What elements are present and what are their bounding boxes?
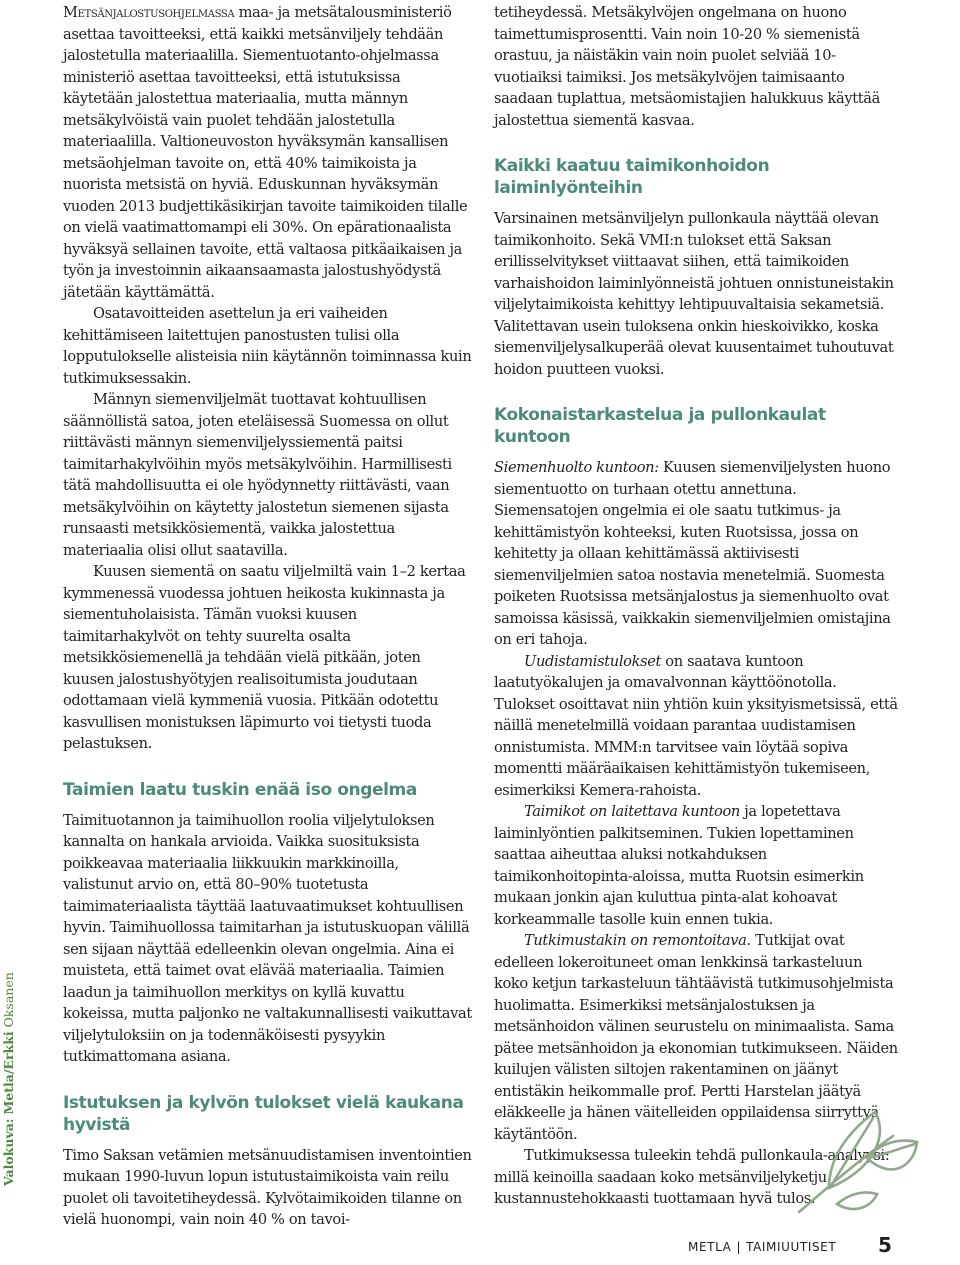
page-number: 5 (878, 1233, 892, 1257)
footer-separator: | (736, 1240, 742, 1254)
paragraph-text: Kuusen siemenviljelysten huono siementuotto on turhaan otettu annettuna. Siemensatojen ongelmia ei ole saatu tutkimus- ja kehittämistyön kohteeksi, kuten Ruotsissa, jossa on kehitetty ja ollaan kehittämässä aktiivisesti siemenviljelmien satoa nostavia menetelmiä. Suomesta poiketen Ruotsissa metsänjalostus ja siemenhuolto ovat samoissa käsissä, vaikkakin siemenviljelmien omistajina on eri tahoja. (494, 459, 891, 648)
paragraph: Taimituotannon ja taimihuollon roolia viljelytuloksen kannalta on hankala arvioida. Vaikka suosituksista poikkeavaa materiaalia liikkuukin markkinoilla, valistunut arvio on, että 80–90% tuotetusta taimimateriaalista täyttää laatuvaatimukset kohtuullisen hyvin. Taimihuollossa taimitarhan ja istutuskuopan välillä sen sijaan näyttää edelleenkin olevan ongelmia. Aina ei muisteta, että taimet ovat elävää materiaalia. Taimien laadun ja taimihuollon merkitys on kyllä kuvattu kokeissa, mutta paljonko ne valtakunnallisesti vaikuttavat viljelytuloksiin on ja todennäköisesti pysyykin tutkimattomana asiana. (63, 811, 472, 1065)
italic-lead: Uudistamistulokset (524, 652, 662, 670)
section-heading: Kaikki kaatuu taimikonhoidon laiminlyönteihin (494, 156, 770, 198)
paragraph: Timo Saksan vetämien metsänuudistamisen inventointien mukaan 1990-luvun lopun istutustaimikoista vain reilu puolet oli tavoitetiheydessä. Kylvötaimikoiden tilanne on vielä huonompi, vain noin 40 % on tavoi- (63, 1146, 472, 1228)
section-heading: Taimien laatu tuskin enää iso ongelma (63, 779, 417, 800)
paragraph-text: ja lopetettava laiminlyöntien palkitseminen. Tukien lopettaminen saattaa aiheuttaa aluksi notkahduksen taimikonhoitopinta-aloissa, mutta Ruotsin esimerkin mukaan jonkin ajan kuluttua pinta-alat kohoavat korkeammalle tasolle kuin ennen tukia. (494, 803, 864, 928)
footer-series: TAIMIUUTISET (746, 1240, 837, 1254)
photo-credit (1, 972, 16, 1186)
paragraph: tetiheydessä. Metsäkylvöjen ongelmana on huono taimettumisprosentti. Vain noin 10-20 % siemenistä orastuu, ja näistäkin vain noin puolet selviää 10-vuotiaiksi taimiksi. Jos metsäkylvöjen taimisaanto saadaan tuplattua, metsäomistajien halukkuus käyttää jalostettua siementä kasvaa. (494, 4, 880, 129)
paragraph: Varsinainen metsänviljelyn pullonkaula näyttää olevan taimikonhoito. Sekä VMI:n tulokset että Saksan erillisselvitykset viittaavat siihen, että taimikoiden varhaishoidon laiminlyönneistä johtuen onnistuneistakin viljelytaimikoista kehittyy lehtipuuvaltaisia sekametsiä. Valitettavan usein tuloksena onkin hieskoivikko, koska siemenviljelysalkuperää olevat kuusentaimet tuhoutuvat hoidon puutteen vuoksi. (494, 210, 894, 378)
photo-credit-prefix: Valokuva: (1, 1118, 16, 1186)
paragraph (63, 2, 473, 303)
italic-lead: Tutkimustakin on remontoitava. (524, 932, 751, 949)
left-column (63, 2, 473, 1231)
paragraph: Kuusen siementä on saatu viljelmiltä vain 1–2 kertaa kymmenessä vuodessa johtuen heikosta kukinnasta ja siementuholaisista. Tämän vuoksi kuusen taimitarhakylvöt on tehty suurelta osalta metsikkösiemenellä ja tehdään vielä pitkään, joten kuusen jalostushyötyjen realisoitumista joudutaan odottamaan vielä kymmeniä vuosia. Pitkään odotettu kasvullisen monistuksen läpimurto voi tietysti tuoda pelastuksen. (63, 563, 466, 752)
right-column (494, 2, 900, 1210)
paragraph-text: Tutkijat ovat edelleen lokeroituneet oman lenkkinsä tarkasteluun koko ketjun tarkasteluun tähtäävistä tutkimusohjelmista huolimatta. Esimerkiksi metsänjalostuksen ja metsänhoidon välinen seurustelu on minimaalista. Sama pätee metsänhoidon ja ekonomian tutkimukseen. Näiden kuilujen välisten siltojen rakentaminen on jäänyt entistäkin heikommalle prof. Pertti Harstelan jäätyä eläkkeelle ja hänen väitelleiden oppilaidensa siirryttyä käytäntöön. (494, 932, 898, 1143)
paragraph (494, 651, 900, 802)
paragraph-text: maa- ja metsätalousministeriö asettaa tavoitteeksi, että kaikki metsänviljely tehdään jalostetulla materiaalilla. Siementuotanto-ohjelmassa ministeriö asettaa tavoitteeksi, että istutuksissa käytetään jalostettua materiaalia, mutta männyn metsäkylvöistä vain puolet tehdään jalostetulla materiaalilla. Valtioneuvoston hyväksymän kansallisen metsäohjelman tavoite on, että 40% taimikoista ja nuorista metsistä on hyviä. Eduskunnan hyväksymän vuoden 2013 budjettikäsikirjan tavoite taimikoiden tilalle on vielä vaatimattomampi eli 30%. On epärationaalista hyväksyä sellainen tavoite, että valtaosa pitkäaikaisen ja työn ja investoinnin aikaansaamasta jalostushyödystä jätetään käyttämättä. (63, 4, 468, 301)
italic-lead: Siemenhuolto kuntoon: (494, 459, 659, 476)
paragraph: Männyn siemenviljelmät tuottavat kohtuullisen säännöllistä satoa, joten eteläisessä Suomessa on ollut riittävästi männyn siemenviljelyssiementä paitsi taimitarhakylvöihin myös metsäkylvöihin. Harmillisesti tätä mahdollisuutta ei ole hyödynnetty riittävästi, vaan metsäkylvöihin on käytetty jalostetun siemenen sijasta runsaasti metsikkösiementä, vaikka jalostettua materiaalia olisi ollut saatavilla. (63, 391, 452, 559)
paragraph (494, 457, 900, 651)
paragraph: Tutkimuksessa tuleekin tehdä pullonkaula-analyysi: millä keinoilla saadaan koko metsänviljelyketju kustannustehokkaasti tuottamaan hyvä tulos. (494, 1147, 890, 1207)
section-heading: Kokonaistarkastelua ja pullonkaulat kuntoon (494, 405, 826, 447)
paragraph-text: on saatava kuntoon laatutyökalujen ja omavalvonnan käyttöönotolla. Tulokset osoittavat niin yhtiön kuin yksityismetsissä, että näillä menetelmillä voidaan parantaa uudistamisen onnistumista. MMM:n tarvitsee vain löytää sopiva momentti määräaikaisen kehittämistyön tukemiseen, esimerkiksi Kemera-rahoista. (494, 652, 898, 799)
section-heading: Istutuksen ja kylvön tulokset vielä kaukana hyvistä (63, 1092, 464, 1135)
paragraph (494, 801, 900, 930)
leaf-icon (785, 1108, 920, 1218)
footer-brand: METLA (688, 1240, 732, 1254)
footer-publication (688, 1240, 836, 1254)
lead-in-smallcaps: Metsänjalostusohjelmassa (63, 4, 235, 21)
photo-credit-org: Metla/Erkki (1, 1031, 16, 1115)
italic-lead: Taimikot on laitettava kuntoon (524, 803, 740, 820)
photo-credit-name: Oksanen (1, 972, 16, 1028)
paragraph: Osatavoitteiden asettelun ja eri vaiheiden kehittämiseen laitettujen panostusten tulisi olla lopputulokselle alisteisia niin käytännön toiminnassa kuin tutkimuksessakin. (63, 305, 472, 387)
